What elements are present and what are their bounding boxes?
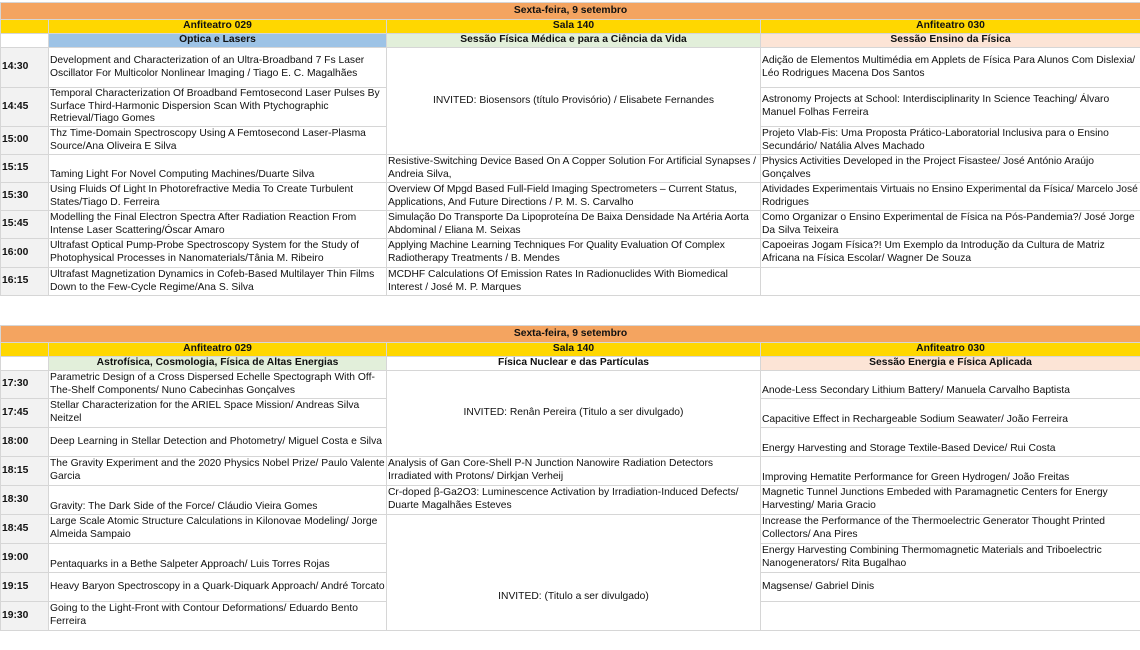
time-slot: 15:00 <box>1 127 49 155</box>
time-slot: 14:45 <box>1 88 49 127</box>
time-slot: 15:30 <box>1 183 49 211</box>
time-slot: 16:00 <box>1 239 49 268</box>
time-slot: 16:15 <box>1 268 49 296</box>
talk-cell: Projeto Vlab-Fis: Uma Proposta Prático-Laboratorial Inclusiva para o Ensino Secundário/ Natália Alves Machado <box>761 127 1140 155</box>
talk-cell: Taming Light For Novel Computing Machines/Duarte Silva <box>49 155 387 183</box>
corner-cell <box>1 34 49 48</box>
talk-cell: Modelling the Final Electron Spectra After Radiation Reaction From Intense Laser Scattering/Óscar Amaro <box>49 211 387 239</box>
talk-cell: Large Scale Atomic Structure Calculations in Kilonovae Modeling/ Jorge Almeida Sampaio <box>49 515 387 544</box>
time-slot: 18:00 <box>1 428 49 457</box>
talk-cell: Como Organizar o Ensino Experimental de Física na Pós-Pandemia?/ José Jorge Da Silva Teixeira <box>761 211 1140 239</box>
talk-cell: Energy Harvesting Combining Thermomagnetic Materials and Triboelectric Nanogenerators/ Rita Bugalhao <box>761 544 1140 573</box>
session-header: Sessão Física Médica e para a Ciência da Vida <box>387 34 761 48</box>
talk-cell: Deep Learning in Stellar Detection and Photometry/ Miguel Costa e Silva <box>49 428 387 457</box>
talk-cell: Resistive-Switching Device Based On A Copper Solution For Artificial Synapses / Andreia Silva, <box>387 155 761 183</box>
talk-cell: Physics Activities Developed in the Project Fisastee/ José António Araújo Gonçalves <box>761 155 1140 183</box>
session-header: Sessão Energia e Física Aplicada <box>761 357 1140 371</box>
talk-cell: MCDHF Calculations Of Emission Rates In Radionuclides With Biomedical Interest / José M. P. Marques <box>387 268 761 296</box>
session-header: Astrofísica, Cosmologia, Física de Altas Energias <box>49 357 387 371</box>
time-slot: 17:30 <box>1 371 49 399</box>
talk-cell: Simulação Do Transporte Da Lipoproteína De Baixa Densidade Na Artéria Aorta Abdominal / Eliana M. Seixas <box>387 211 761 239</box>
invited-talk-cell: INVITED: Renân Pereira (Titulo a ser divulgado) <box>387 371 761 457</box>
corner-cell <box>1 357 49 371</box>
talk-cell: Heavy Baryon Spectroscopy in a Quark-Diquark Approach/ André Torcato <box>49 573 387 602</box>
schedule-block-1 <box>0 2 1140 296</box>
room-header: Anfiteatro 030 <box>761 343 1140 357</box>
day-title: Sexta-feira, 9 setembro <box>1 3 1140 20</box>
session-header: Sessão Ensino da Física <box>761 34 1140 48</box>
talk-cell: Ultrafast Magnetization Dynamics in Cofeb-Based Multilayer Thin Films Down to the Few-Cycle Regime/Ana S. Silva <box>49 268 387 296</box>
talk-cell: Magnetic Tunnel Junctions Embeded with Paramagnetic Centers for Energy Harvesting/ Maria Gracio <box>761 486 1140 515</box>
corner-cell <box>1 20 49 34</box>
corner-cell <box>1 343 49 357</box>
talk-cell: Analysis of Gan Core-Shell P-N Junction Nanowire Radiation Detectors Irradiated with Protons/ Dirkjan Verheij <box>387 457 761 486</box>
session-header: Óptica e Lasers <box>49 34 387 48</box>
talk-cell: Applying Machine Learning Techniques For Quality Evaluation Of Complex Radiotherapy Treatments / B. Mendes <box>387 239 761 268</box>
talk-cell: Ultrafast Optical Pump-Probe Spectroscopy System for the Study of Photophysical Processes in Nanomaterials/Tânia M. Ribeiro <box>49 239 387 268</box>
time-slot: 15:15 <box>1 155 49 183</box>
room-header: Anfiteatro 029 <box>49 20 387 34</box>
schedule-block-2 <box>0 325 1140 631</box>
talk-cell: Using Fluids Of Light In Photorefractive Media To Create Turbulent States/Tiago D. Ferreira <box>49 183 387 211</box>
room-header: Anfiteatro 029 <box>49 343 387 357</box>
talk-cell: Stellar Characterization for the ARIEL Space Mission/ Andreas Silva Neitzel <box>49 399 387 428</box>
time-slot: 18:15 <box>1 457 49 486</box>
talk-cell: Energy Harvesting and Storage Textile-Based Device/ Rui Costa <box>761 428 1140 457</box>
talk-cell: Capoeiras Jogam Física?! Um Exemplo da Introdução da Cultura de Matriz Africana na Física Escolar/ Wagner De Souza <box>761 239 1140 268</box>
talk-cell: Capacitive Effect in Rechargeable Sodium Seawater/ João Ferreira <box>761 399 1140 428</box>
empty-cell <box>761 268 1140 296</box>
talk-cell: Anode-Less Secondary Lithium Battery/ Manuela Carvalho Baptista <box>761 371 1140 399</box>
talk-cell: Thz Time-Domain Spectroscopy Using A Femtosecond Laser-Plasma Source/Ana Oliveira E Silva <box>49 127 387 155</box>
invited-talk-cell: INVITED: (Titulo a ser divulgado) <box>387 515 761 631</box>
room-header: Sala 140 <box>387 20 761 34</box>
invited-talk-cell: INVITED: Biosensors (título Provisório) / Elisabete Fernandes <box>387 48 761 155</box>
time-slot: 14:30 <box>1 48 49 88</box>
empty-cell <box>761 602 1140 631</box>
talk-cell: Parametric Design of a Cross Dispersed Echelle Spectograph With Off-The-Shelf Components/ Nuno Cabecinhas Gonçalves <box>49 371 387 399</box>
room-header: Anfiteatro 030 <box>761 20 1140 34</box>
talk-cell: Overview Of Mpgd Based Full-Field Imaging Spectrometers – Current Status, Applications, And Future Directions / P. M. S. Carvalho <box>387 183 761 211</box>
talk-cell: Adição de Elementos Multimédia em Applets de Física Para Alunos Com Dislexia/ Léo Rodrigues Macena Dos Santos <box>761 48 1140 88</box>
time-slot: 15:45 <box>1 211 49 239</box>
time-slot: 18:30 <box>1 486 49 515</box>
time-slot: 17:45 <box>1 399 49 428</box>
talk-cell: Cr-doped β-Ga2O3: Luminescence Activation by Irradiation-Induced Defects/ Duarte Magalhães Esteves <box>387 486 761 515</box>
talk-cell: Increase the Performance of the Thermoelectric Generator Thought Printed Collectors/ Ana Pires <box>761 515 1140 544</box>
talk-cell: Gravity: The Dark Side of the Force/ Cláudio Vieira Gomes <box>49 486 387 515</box>
room-header: Sala 140 <box>387 343 761 357</box>
time-slot: 18:45 <box>1 515 49 544</box>
talk-cell: Magsense/ Gabriel Dinis <box>761 573 1140 602</box>
talk-cell: Development and Characterization of an Ultra-Broadband 7 Fs Laser Oscillator For Multicolor Nonlinear Imaging / Tiago E. C. Magalhães <box>49 48 387 88</box>
talk-cell: Improving Hematite Performance for Green Hydrogen/ João Freitas <box>761 457 1140 486</box>
session-header: Física Nuclear e das Partículas <box>387 357 761 371</box>
talk-cell: Astronomy Projects at School: Interdisciplinarity In Science Teaching/ Álvaro Manuel Folhas Ferreira <box>761 88 1140 127</box>
talk-cell: Atividades Experimentais Virtuais no Ensino Experimental da Física/ Marcelo José Rodrigues <box>761 183 1140 211</box>
time-slot: 19:15 <box>1 573 49 602</box>
day-title: Sexta-feira, 9 setembro <box>1 326 1140 343</box>
time-slot: 19:00 <box>1 544 49 573</box>
talk-cell: Temporal Characterization Of Broadband Femtosecond Laser Pulses By Surface Third-Harmonic Dispersion Scan With Ptychographic Retrieval/Tiago Gomes <box>49 88 387 127</box>
talk-cell: The Gravity Experiment and the 2020 Physics Nobel Prize/ Paulo Valente Garcia <box>49 457 387 486</box>
time-slot: 19:30 <box>1 602 49 631</box>
talk-cell: Going to the Light-Front with Contour Deformations/ Eduardo Bento Ferreira <box>49 602 387 631</box>
talk-cell: Pentaquarks in a Bethe Salpeter Approach/ Luis Torres Rojas <box>49 544 387 573</box>
